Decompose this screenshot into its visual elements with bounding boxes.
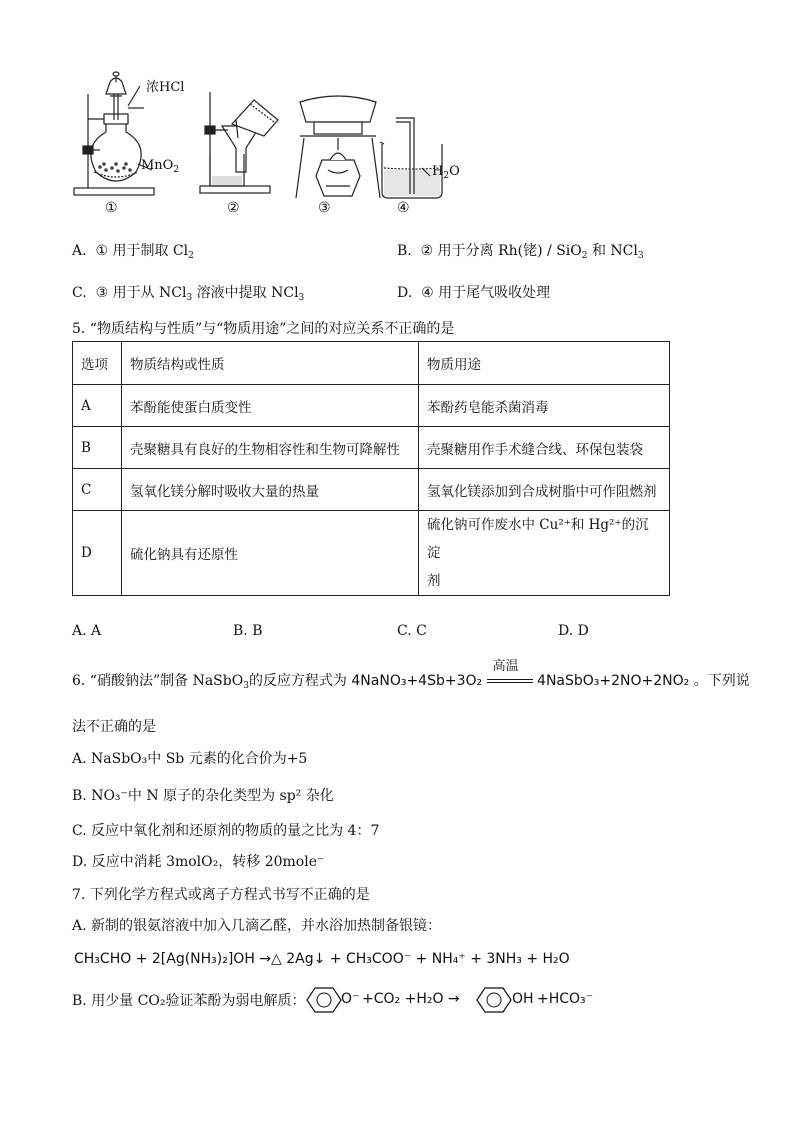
q7-stem: 7. 下列化学方程式或离子方程式书写不正确的是 bbox=[72, 887, 370, 903]
figure-number-2: ② bbox=[227, 200, 240, 216]
phenoxide-ring-icon bbox=[306, 985, 342, 1015]
phenol-ring-icon bbox=[476, 985, 512, 1015]
table-header-option: 选项 bbox=[73, 342, 122, 385]
table-header-use: 物质用途 bbox=[419, 342, 670, 385]
q6-stem-line1: 6. “硝酸钠法”制备 NaSbO$_3$的反应方程式为 4NaNO₃+4Sb+3O₂ 高温 4NaSbO₃+2NO+2NO₂ 。下列说 bbox=[72, 659, 750, 691]
apparatus-4-gas-absorption bbox=[380, 118, 442, 198]
table-header-property: 物质结构或性质 bbox=[122, 342, 419, 385]
q6-option-c[interactable]: C. 反应中氧化剂和还原剂的物质的量之比为 4：7 bbox=[72, 823, 380, 839]
q5-answer-c[interactable]: C. C bbox=[397, 623, 427, 639]
q6-option-d[interactable]: D. 反应中消耗 3molO₂，转移 20mole⁻ bbox=[72, 854, 325, 870]
apparatus-figure bbox=[60, 64, 480, 219]
q6-option-a[interactable]: A. NaSbO₃中 Sb 元素的化合价为+5 bbox=[72, 751, 308, 767]
table-row: C 氢氧化镁分解时吸收大量的热量 氢氧化镁添加到合成树脂中可作阻燃剂 bbox=[73, 469, 670, 511]
phenol-oh: OH bbox=[512, 991, 534, 1007]
q7-equation-b-tail: +HCO₃⁻ bbox=[537, 991, 594, 1007]
q4-option-c[interactable]: C. ③ 用于从 NCl$_3$ 溶液中提取 NCl$_3$ bbox=[72, 285, 305, 303]
reaction-condition-arrow: 高温 bbox=[487, 673, 533, 689]
table-row: A 苯酚能使蛋白质变性 苯酚药皂能杀菌消毒 bbox=[73, 385, 670, 427]
table-row: D 硫化钠具有还原性 硫化钠可作废水中 Cu²⁺和 Hg²⁺的沉淀 剂 bbox=[73, 511, 670, 596]
q7-option-a[interactable]: A. 新制的银氨溶液中加入几滴乙醛，并水浴加热制备银镜： bbox=[72, 918, 442, 934]
q7-equation-b-mid: +CO₂ +H₂O → bbox=[362, 991, 460, 1007]
figure-number-3: ③ bbox=[318, 200, 331, 216]
figure-number-4: ④ bbox=[397, 200, 410, 216]
q6-option-b[interactable]: B. NO₃⁻中 N 原子的杂化类型为 sp² 杂化 bbox=[72, 788, 334, 804]
label-h2o: $H_2O$ bbox=[432, 164, 460, 181]
q6-stem-line2: 法不正确的是 bbox=[72, 719, 156, 735]
label-mno2: MnO$_2$ bbox=[141, 158, 180, 175]
q5-stem: 5. “物质结构与性质”与“物质用途”之间的对应关系不正确的是 bbox=[72, 321, 455, 337]
q4-option-b[interactable]: B. ② 用于分离 Rh(铑) / SiO$_2$ 和 NCl$_3$ bbox=[397, 243, 644, 261]
table-row: B 壳聚糖具有良好的生物相容性和生物可降解性 壳聚糖用作手术缝合线、环保包装袋 bbox=[73, 427, 670, 469]
apparatus-2-filtration bbox=[200, 92, 278, 193]
figure-number-1: ① bbox=[105, 200, 118, 216]
q7-equation-a: CH₃CHO + 2[Ag(NH₃)₂]OH →△ 2Ag↓ + CH₃COO⁻ + NH₄⁺ + 3NH₃ + H₂O bbox=[74, 951, 570, 967]
apparatus-1-chlorine-generator bbox=[74, 72, 154, 195]
q5-table bbox=[72, 341, 670, 596]
q7-option-b[interactable]: B. 用少量 CO₂验证苯酚为弱电解质： bbox=[72, 993, 306, 1009]
apparatus-3-evaporation bbox=[296, 96, 380, 198]
phenoxide-o: O⁻ bbox=[341, 991, 360, 1007]
q5-answer-b[interactable]: B. B bbox=[233, 623, 263, 639]
label-conc-hcl: 浓HCl bbox=[146, 80, 185, 95]
q5-answer-d[interactable]: D. D bbox=[558, 623, 589, 639]
q4-option-d[interactable]: D. ④ 用于尾气吸收处理 bbox=[397, 285, 551, 301]
q4-option-a[interactable]: A. ① 用于制取 $Cl_2$ bbox=[72, 243, 194, 261]
q5-answer-a[interactable]: A. A bbox=[72, 623, 102, 639]
